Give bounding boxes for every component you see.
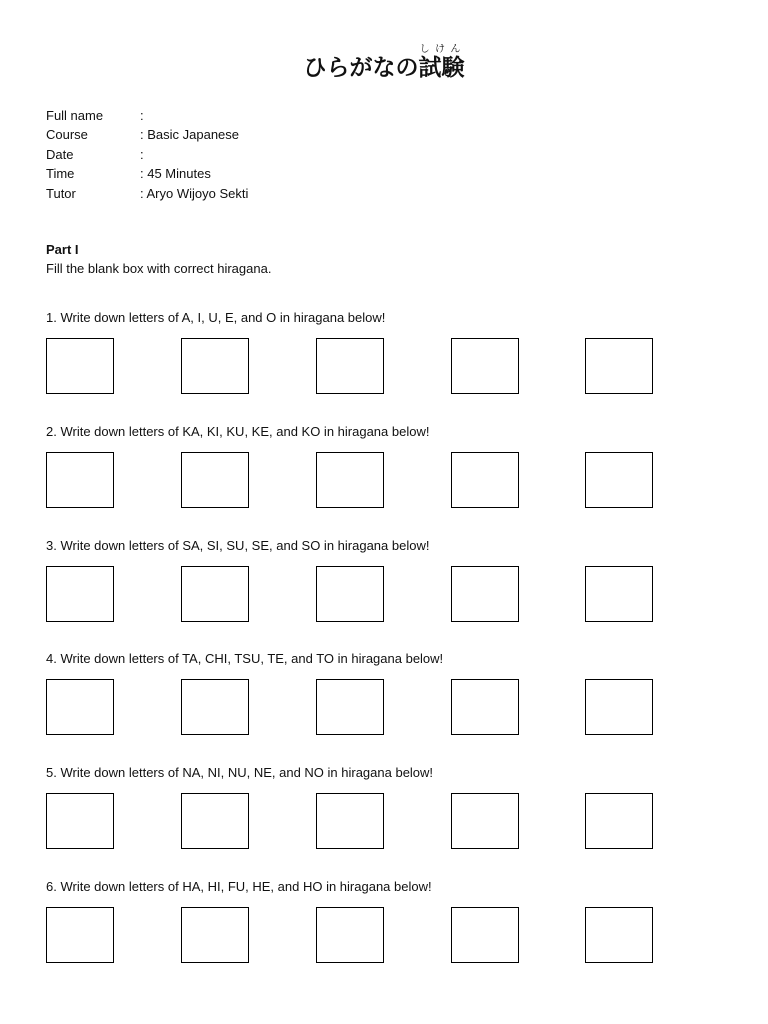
title-kanji-with-furigana <box>418 44 465 81</box>
answer-box-row <box>46 907 706 964</box>
info-row-full-name <box>46 106 248 125</box>
question-6 <box>46 879 706 964</box>
question-text: 1. Write down letters of A, I, U, E, and O in hiragana below! <box>46 310 386 325</box>
answer-box[interactable] <box>181 452 249 508</box>
student-info <box>46 106 248 203</box>
answer-box[interactable] <box>181 338 249 394</box>
answer-box[interactable] <box>316 907 384 963</box>
info-value: : Aryo Wijoyo Sekti <box>140 185 249 201</box>
question-text: 3. Write down letters of SA, SI, SU, SE, and SO in hiragana below! <box>46 538 430 553</box>
answer-box[interactable] <box>585 679 653 735</box>
answer-box[interactable] <box>181 566 249 622</box>
answer-box-row <box>46 566 706 623</box>
answer-box-row <box>46 793 706 850</box>
answer-box[interactable] <box>585 793 653 849</box>
page-title <box>0 44 768 80</box>
answer-box[interactable] <box>181 907 249 963</box>
answer-box-row <box>46 679 706 736</box>
info-label: Tutor <box>46 185 76 201</box>
info-value: : <box>140 108 144 123</box>
answer-box[interactable] <box>316 793 384 849</box>
info-row-tutor <box>46 184 248 203</box>
answer-box[interactable] <box>585 338 653 394</box>
answer-box[interactable] <box>46 566 114 622</box>
answer-box[interactable] <box>46 679 114 735</box>
info-value: : <box>140 146 144 162</box>
info-value: : 45 Minutes <box>140 166 211 182</box>
info-row-course <box>46 125 248 144</box>
info-value: : Basic Japanese <box>140 127 240 143</box>
question-1 <box>46 310 706 395</box>
info-row-date <box>46 145 248 164</box>
part-heading: Part I <box>46 242 79 257</box>
info-row-time <box>46 164 248 183</box>
answer-box[interactable] <box>46 793 114 849</box>
question-5 <box>46 765 706 850</box>
answer-box[interactable] <box>451 452 519 508</box>
answer-box[interactable] <box>585 566 653 622</box>
info-label: Time <box>46 166 75 182</box>
question-3 <box>46 538 706 623</box>
question-text: 6. Write down letters of HA, HI, FU, HE, and HO in hiragana below! <box>46 879 432 894</box>
answer-box[interactable] <box>451 907 519 963</box>
title-kana: ひらがなの <box>303 54 419 81</box>
question-4 <box>46 651 706 736</box>
answer-box[interactable] <box>585 907 653 963</box>
question-2 <box>46 424 706 509</box>
question-text: 2. Write down letters of KA, KI, KU, KE, and KO in hiragana below! <box>46 424 430 439</box>
answer-box[interactable] <box>181 793 249 849</box>
answer-box[interactable] <box>316 452 384 508</box>
info-label: Full name <box>46 108 104 123</box>
question-text: 4. Write down letters of TA, CHI, TSU, TE, and TO in hiragana below! <box>46 651 444 666</box>
answer-box[interactable] <box>181 679 249 735</box>
info-label: Date <box>46 146 74 162</box>
answer-box[interactable] <box>46 338 114 394</box>
answer-box[interactable] <box>451 679 519 735</box>
answer-box[interactable] <box>451 566 519 622</box>
answer-box-row <box>46 338 706 395</box>
answer-box[interactable] <box>451 793 519 849</box>
answer-box[interactable] <box>316 679 384 735</box>
info-label: Course <box>46 127 88 143</box>
answer-box-row <box>46 452 706 509</box>
answer-box[interactable] <box>585 452 653 508</box>
answer-box[interactable] <box>46 452 114 508</box>
furigana: しけん <box>418 44 465 55</box>
title-kanji: 試験 <box>418 54 465 81</box>
question-text: 5. Write down letters of NA, NI, NU, NE, and NO in hiragana below! <box>46 765 434 780</box>
title-text <box>303 44 465 81</box>
answer-box[interactable] <box>451 338 519 394</box>
answer-box[interactable] <box>316 338 384 394</box>
answer-box[interactable] <box>316 566 384 622</box>
answer-box[interactable] <box>46 907 114 963</box>
part-instruction: Fill the blank box with correct hiragana. <box>46 261 272 276</box>
